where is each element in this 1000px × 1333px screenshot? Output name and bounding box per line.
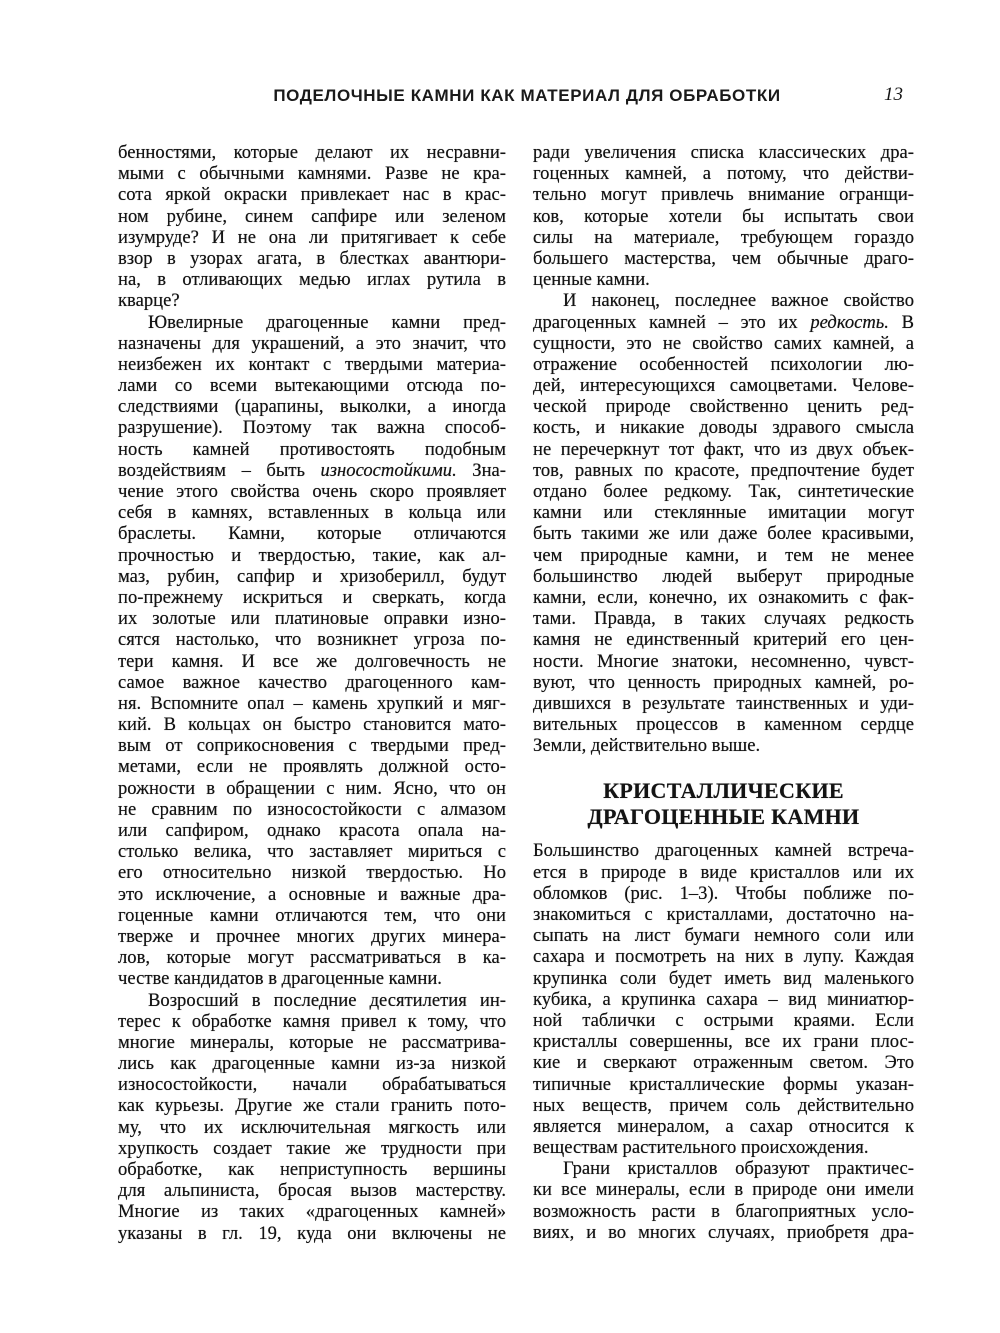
text-line: чение этого свойства очень скоро проявляет: [118, 481, 506, 502]
text-line: обломков (рис. 1–3). Чтобы поближе по-: [533, 882, 914, 904]
text-line: вым от соприкосновения с твердыми пред-: [118, 735, 506, 757]
left-column: [118, 142, 506, 1244]
text-line: как курьезы. Другие же стали гранить пото-: [118, 1095, 506, 1117]
text-line: тери камня. И все же долговечность не: [118, 650, 506, 672]
text-line: кристаллы совершенны, все их грани плос-: [533, 1031, 914, 1053]
paragraph: [118, 142, 506, 312]
text-line: их золотые или платиновые оправки изно-: [118, 608, 506, 630]
text-line: столько велика, что заставляет мириться с: [118, 841, 506, 863]
text-line: изумруде? И не она ли притягивает к себе: [118, 226, 506, 248]
text-line: разрушение). Поэтому так важна способ-: [118, 417, 506, 439]
right-column: [533, 142, 914, 1243]
text-line: большинство людей выберут природные: [533, 565, 914, 587]
text-line: виях, и во многих случаях, приобретя дра-: [533, 1221, 914, 1243]
text-line: прочностью и твердостью, такие, как ал-: [118, 544, 506, 566]
text-line: знакомиться с кристаллами, достаточно на-: [533, 904, 914, 925]
text-line: метами, если не проявлять должной осто-: [118, 756, 506, 778]
text-line: браслеты. Камни, которые отличаются: [118, 523, 506, 545]
text-line: его относительно низкой твердостью. Но: [118, 862, 506, 884]
text-line: бенностями, которые делают их несравни-: [118, 142, 506, 163]
text-line: большего мастерства, чем обычные драго-: [533, 247, 914, 269]
text-line: себя в камнях, вставленных в кольца или: [118, 502, 506, 524]
text-line: кость, и никакие доводы здравого смысла: [533, 417, 914, 439]
text-line: следствиями (царапины, выколки, а иногда: [118, 396, 506, 418]
text-line: честве кандидатов в драгоценные камни.: [118, 968, 442, 990]
text-line: веществам растительного происхождения.: [533, 1137, 869, 1159]
text-line: ня. Вспомните опал – камень хрупкий и мяг-: [118, 692, 506, 714]
section-heading-line: КРИСТАЛЛИЧЕСКИЕ: [603, 778, 844, 804]
text-line: Земли, действительно выше.: [533, 735, 761, 757]
text-line: Грани кристаллов образуют практичес-: [563, 1158, 914, 1180]
text-line: гоценные камни отличаются тем, что они: [118, 904, 506, 926]
text-line: для альпиниста, бросая вызов мастерству.: [118, 1180, 506, 1202]
text-line: лами со всеми вытекающими отсюда по-: [118, 375, 506, 397]
text-line: И наконец, последнее важное свойство: [563, 290, 914, 312]
text-line: ки все минералы, если в природе они имели: [533, 1179, 914, 1201]
text-line: кие и сверкают отраженным светом. Это: [533, 1052, 914, 1074]
text-line: хрупкость создает такие же трудности при: [118, 1137, 506, 1159]
text-line: рожности в обращении с ним. Ясно, что он: [118, 777, 506, 799]
text-line: дей, интересующихся самоцветами. Челове-: [533, 375, 914, 397]
text-line: камни, если, конечно, их ознакомить с фак-: [533, 586, 914, 608]
emphasized-term: редкость.: [810, 311, 889, 333]
text-line: не сравним по износостойкости с алмазом: [118, 798, 506, 820]
text-line: обработке, как неприступность вершины: [118, 1159, 506, 1180]
text-line: ности. Многие знатоки, несомненно, чувст-: [533, 650, 914, 672]
text-line: по-прежнему искриться и сверкать, когда: [118, 586, 506, 608]
text-line: ных веществ, причем соль действительно: [533, 1094, 914, 1116]
text-line: взор в узорах агата, в блестках авантюри-: [118, 247, 506, 269]
text-line: сятся настолько, что возникнет угроза по-: [118, 629, 506, 651]
page-number: 13: [884, 84, 903, 105]
text-line: сота яркой окраски привлекает нас в крас-: [118, 184, 506, 206]
text-line: терес к обработке камня привел к тому, что: [118, 1010, 506, 1032]
text-line: ков, которые хотели бы испытать свои: [533, 205, 914, 227]
text-line: является минералом, а сахар относится к: [533, 1115, 914, 1137]
text-line: самое важное качество драгоценного кам-: [118, 671, 506, 693]
text-line: силы на материале, требующем гораздо: [533, 226, 914, 248]
text-line: отдано более редкому. Так, синтетические: [533, 481, 914, 502]
text-line: маз, рубин, сапфир и хризоберилл, будут: [118, 565, 506, 587]
paragraph: [533, 840, 914, 1158]
text-line: мыми с обычными камнями. Разве не кра-: [118, 163, 506, 185]
text-line: это исключение, а основные и важные дра-: [118, 883, 506, 905]
text-line: или сапфиром, однако красота опала на-: [118, 820, 506, 841]
text-line: кий. В кольцах он быстро становится мато-: [118, 714, 506, 736]
text-line: му, что их исключительная мягкость или: [118, 1116, 506, 1138]
text-line: не перечеркнут тот факт, что из двух объек-: [533, 438, 914, 460]
text-line: возможность расти в благоприятных усло-: [533, 1200, 914, 1222]
text-line: Ювелирные драгоценные камни пред-: [148, 311, 506, 333]
paragraph: [533, 1158, 914, 1243]
text-line: тельно могут привлечь внимание огранщи-: [533, 184, 914, 206]
text-line: воздействиям – быть износостойкими. Зна-: [118, 459, 506, 481]
paragraph: [533, 290, 914, 756]
text-line: дившихся в результате таинственных и уди-: [533, 692, 914, 714]
paragraph: [118, 312, 506, 990]
section-heading-line: ДРАГОЦЕННЫЕ КАМНИ: [587, 804, 860, 830]
text-line: многие минералы, которые не рассматрива-: [118, 1031, 506, 1053]
text-line: ценные камни.: [533, 269, 650, 291]
text-line: Возросший в последние десятилетия ин-: [148, 989, 506, 1011]
paragraph: [118, 990, 506, 1244]
text-line: сущности, это не свойство самих камней, а: [533, 332, 914, 354]
text-line: камни или стеклянные имитации могут: [533, 502, 914, 524]
text-line: крупинка соли будет иметь вид маленького: [533, 967, 914, 989]
text-line: тами. Правда, в таких случаях редкость: [533, 608, 914, 630]
text-line: ной таблички с острыми краями. Если: [533, 1009, 914, 1031]
text-line: драгоценных камней – это их редкость. В: [533, 311, 914, 333]
text-line: на, в отливающих медью иглах рутила в: [118, 269, 506, 291]
text-line: вительных процессов в каменном сердце: [533, 714, 914, 736]
text-line: гоценных камней, а потому, что действи-: [533, 163, 914, 185]
text-line: назначены для украшений, а это значит, что: [118, 332, 506, 354]
text-line: Большинство драгоценных камней встреча-: [533, 840, 914, 862]
section-heading: [533, 778, 914, 830]
text-line: лись как драгоценные камни из-за низкой: [118, 1053, 506, 1075]
running-head: ПОДЕЛОЧНЫЕ КАМНИ КАК МАТЕРИАЛ ДЛЯ ОБРАБОТКИ: [273, 86, 781, 105]
text-line: чем природные камни, и тем не менее: [533, 544, 914, 566]
text-line: тов, равных по красоте, предпочтение будет: [533, 459, 914, 481]
text-line: ческой природе свойственно ценить ред-: [533, 396, 914, 418]
text-line: Многие из таких «драгоценных камней»: [118, 1201, 506, 1223]
text-line: типичные кристаллические формы указан-: [533, 1073, 914, 1095]
paragraph: [533, 142, 914, 290]
text-line: ради увеличения списка классических дра-: [533, 142, 914, 163]
text-line: вуют, что ценность природных камней, ро-: [533, 671, 914, 693]
text-line: ется в природе в виде кристаллов или их: [533, 861, 914, 883]
text-line: ность камней противостоять подобным: [118, 438, 506, 460]
text-line: сыпать на лист бумаги немного соли или: [533, 925, 914, 947]
text-line: указаны в гл. 19, куда они включены не: [118, 1222, 506, 1244]
text-line: ном рубине, синем сапфире или зеленом: [118, 205, 506, 227]
text-line: кварце?: [118, 290, 180, 312]
text-line: сахара и посмотреть на них в лупу. Каждая: [533, 946, 914, 968]
text-line: лов, которые могут рассматриваться в ка-: [118, 947, 506, 969]
text-line: отражение особенностей психологии лю-: [533, 353, 914, 375]
text-line: камня не единственный критерий его цен-: [533, 629, 914, 651]
text-line: быть такими же или даже более красивыми,: [533, 523, 914, 545]
text-line: износостойкости, начали обрабатываться: [118, 1074, 506, 1096]
text-line: кубика, а крупинка сахара – вид миниатюр-: [533, 988, 914, 1010]
text-line: неизбежен их контакт с твердыми материа-: [118, 353, 506, 375]
emphasized-term: износостойкими.: [320, 459, 457, 481]
text-line: тверже и прочнее многих других минера-: [118, 925, 506, 947]
